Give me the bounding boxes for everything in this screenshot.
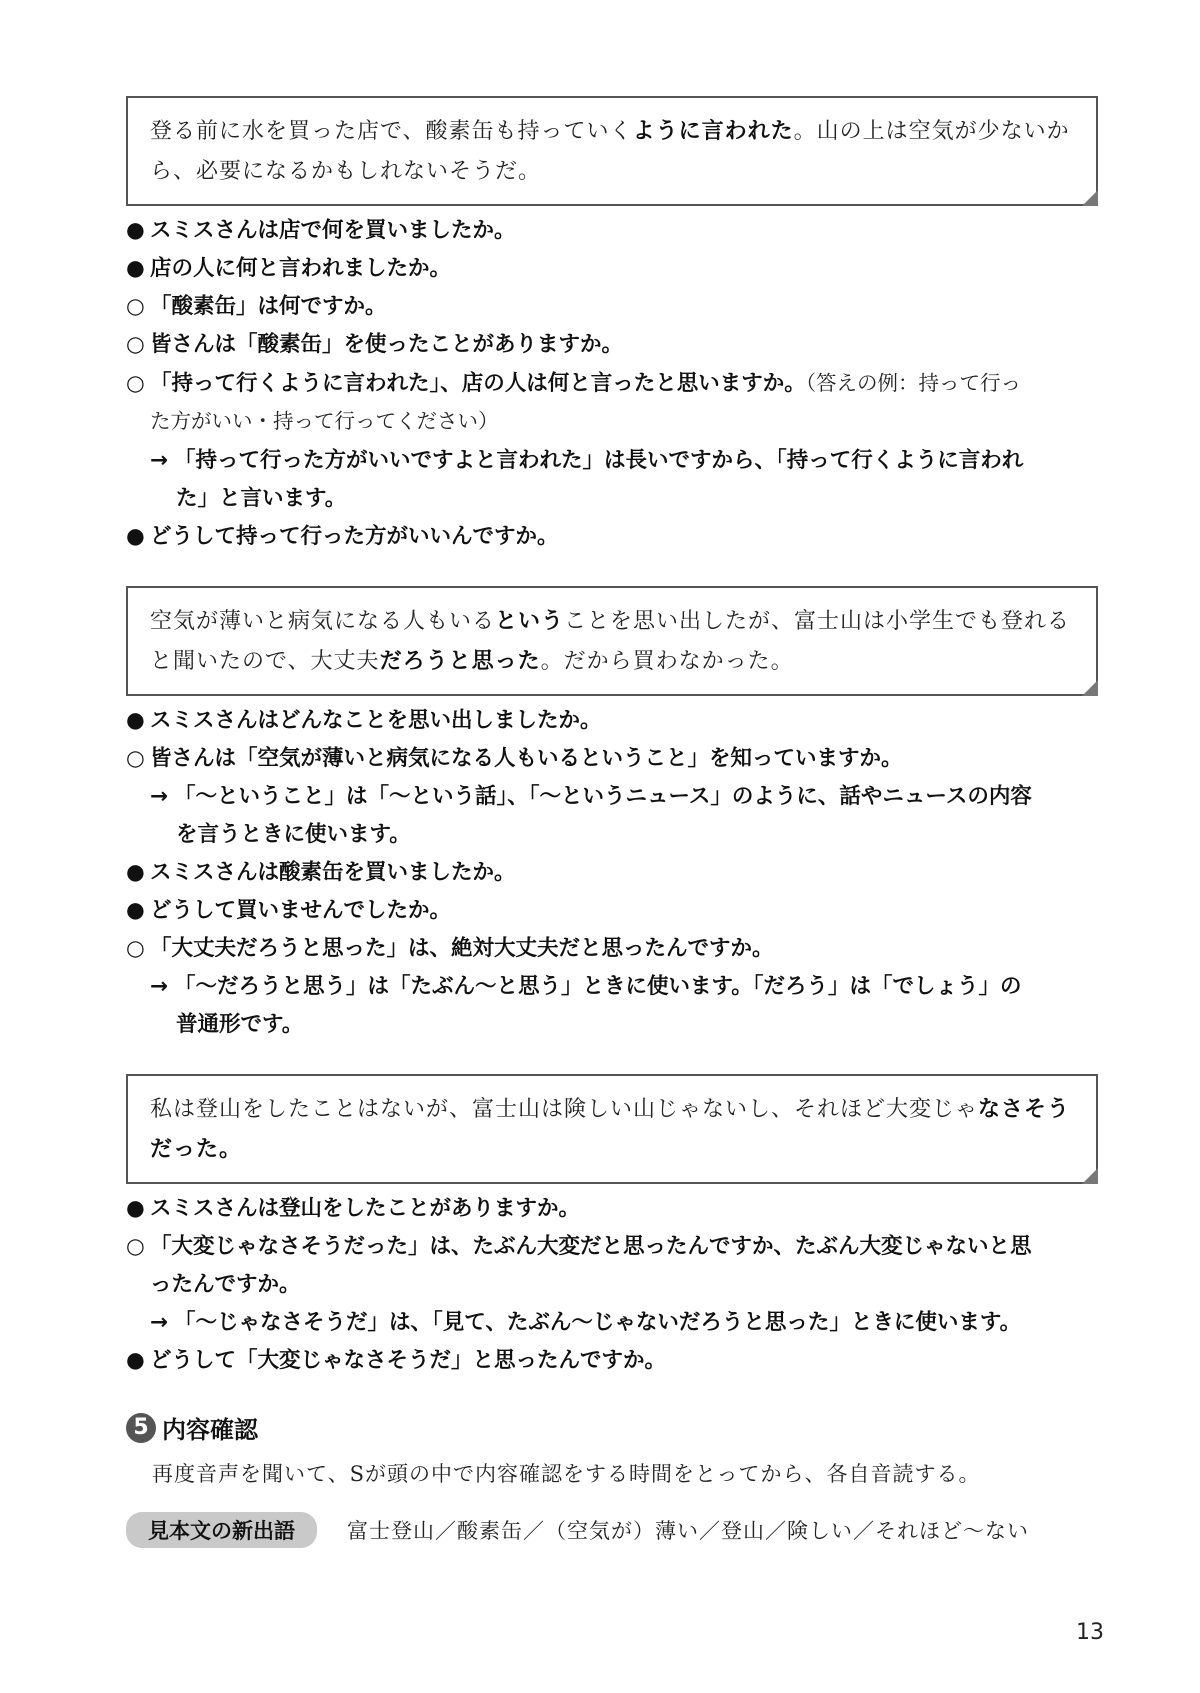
question-14: ● どうして「大変じゃなさそうだ」と思ったんですか。 (126, 1348, 667, 1373)
question-5: ○ 「持って行くように言われた」、店の人は何と言ったと思いますか。（答えの例：持って行っ (126, 371, 1022, 396)
note-4: → 「～じゃなさそうだ」は、「見て、たぶん～じゃないだろうと思った」ときに使います。 (150, 1310, 1022, 1335)
question-3: ○ 「酸素缶」は何ですか。 (126, 294, 387, 319)
example-text-box-3 (126, 1074, 1098, 1184)
note-3-cont: 普通形です。 (176, 1012, 304, 1037)
box1-line-2: ら、必要になるかもしれないそうだ。 (150, 159, 542, 184)
question-13-cont: ったんですか。 (150, 1272, 301, 1297)
page-fold-icon (1082, 680, 1098, 696)
question-12: ● スミスさんは登山をしたことがありますか。 (126, 1196, 581, 1221)
section-title: 内容確認 (162, 1416, 258, 1444)
note-1: → 「持って行った方がいいですよと言われた」は長いですから、「持って行くように言われ (150, 448, 1024, 473)
section-number-badge: 5 (126, 1413, 156, 1443)
page-fold-icon (1082, 190, 1098, 206)
note-2-cont: を言うときに使います。 (176, 822, 411, 847)
instruction-text: 再度音声を聞いて、Sが頭の中で内容確認をする時間をとってから、各自音読する。 (152, 1462, 981, 1486)
page-fold-icon (1082, 1168, 1098, 1184)
note-1-cont: た」と言います。 (176, 486, 347, 511)
question-8: ○ 皆さんは「空気が薄いと病気になる人もいるということ」を知っていますか。 (126, 746, 903, 771)
question-9: ● スミスさんは酸素缶を買いましたか。 (126, 860, 516, 885)
question-1: ● スミスさんは店で何を買いましたか。 (126, 218, 516, 243)
question-10: ● どうして買いませんでしたか。 (126, 898, 452, 923)
question-7: ● スミスさんはどんなことを思い出しましたか。 (126, 708, 602, 733)
question-4: ○ 皆さんは「酸素缶」を使ったことがありますか。 (126, 332, 624, 357)
vocab-label: 見本文の新出語 (126, 1512, 317, 1548)
section-heading (126, 1410, 258, 1445)
page-number: 13 (1076, 1620, 1104, 1645)
box2-line-1: 空気が薄いと病気になる人もいるということを思い出したが、富士山は小学生でも登れる (150, 609, 1071, 634)
box3-line-1: 私は登山をしたことはないが、富士山は険しい山じゃないし、それほど大変じゃなさそう (150, 1097, 1071, 1122)
vocab-row (126, 1512, 1029, 1548)
box1-line-1: 登る前に水を買った店で、酸素缶も持っていくように言われた。山の上は空気が少ないか (150, 119, 1070, 144)
question-6: ● どうして持って行った方がいいんですか。 (126, 524, 559, 549)
box2-line-2: と聞いたので、大丈夫だろうと思った。だから買わなかった。 (150, 649, 794, 674)
note-2: → 「～ということ」は「～という話」、「～というニュース」のように、話やニュースの内容 (150, 784, 1032, 809)
box3-line-2: だった。 (150, 1137, 243, 1162)
note-3: → 「～だろうと思う」は「たぶん～と思う」ときに使います。「だろう」は「でしょう」の (150, 974, 1022, 999)
question-13: ○ 「大変じゃなさそうだった」は、たぶん大変だと思ったんですか、たぶん大変じゃないと思 (126, 1234, 1032, 1259)
example-text-box-2 (126, 586, 1098, 696)
question-5-cont: た方がいい・持って行ってください） (150, 409, 499, 433)
question-11: ○ 「大丈夫だろうと思った」は、絶対大丈夫だと思ったんですか。 (126, 936, 774, 961)
example-text-box-1 (126, 96, 1098, 206)
vocab-words: 富士登山／酸素缶／（空気が）薄い／登山／険しい／それほど～ない (347, 1519, 1029, 1543)
question-2: ● 店の人に何と言われましたか。 (126, 256, 452, 281)
